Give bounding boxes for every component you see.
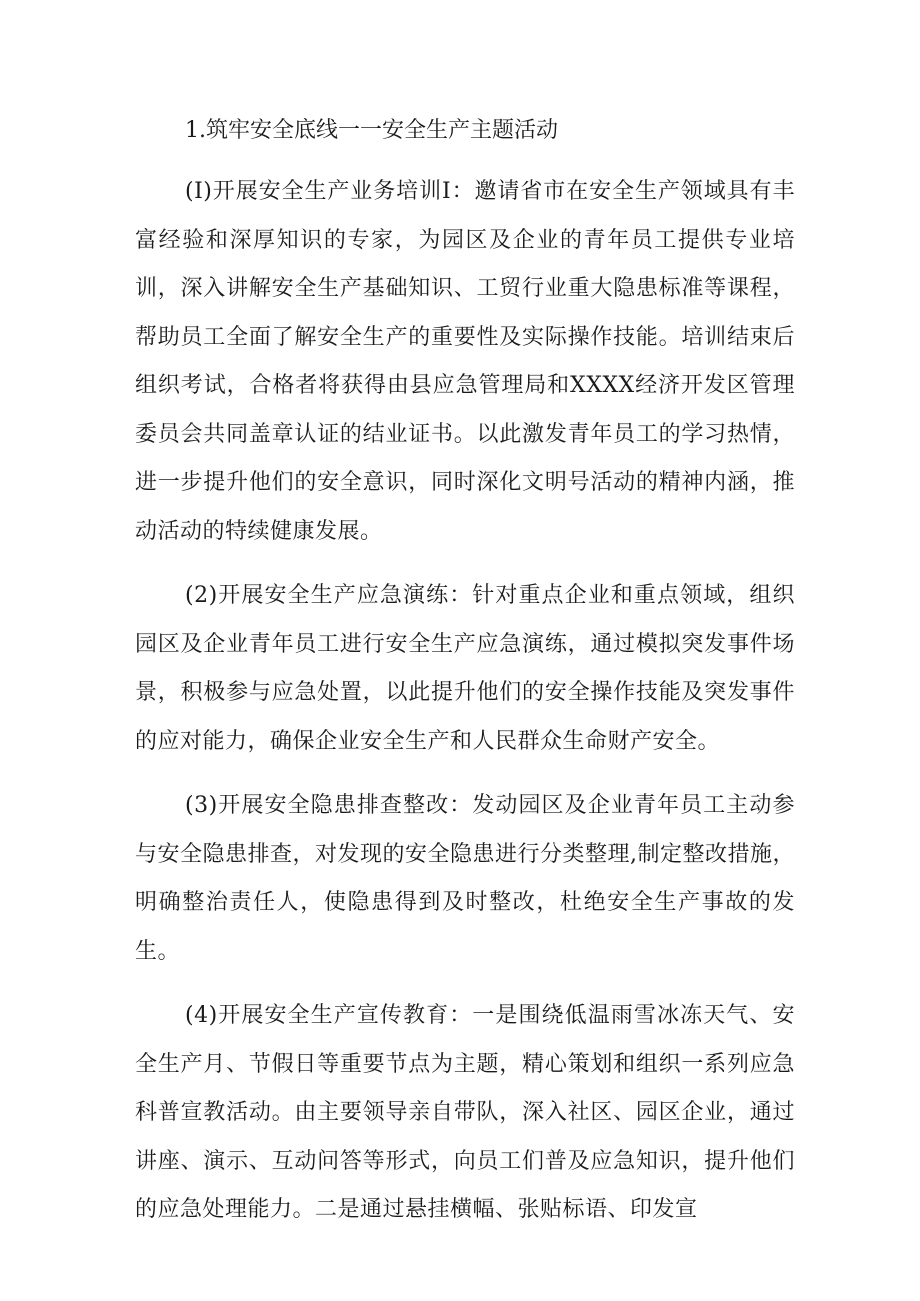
section-heading: 1.筑牢安全底线一一安全生产主题活动 bbox=[185, 118, 558, 143]
paragraph-emergency-drill: (2)开展安全生产应急演练：针对重点企业和重点领域，组织园区及企业青年员工进行安全生产应急演练，通过模拟突发事件场景，积极参与应急处置，以此提升他们的安全操作技能及突发事件的应对能力，确保企业安全生产和人民群众生命财产安全。 bbox=[135, 583, 795, 754]
paragraph-training: (I)开展安全生产业务培训I：邀请省市在安全生产领域具有丰富经验和深厚知识的专家，为园区及企业的青年员工提供专业培训，深入讲解安全生产基础知识、工贸行业重大隐患标准等课程，帮助员工全面了解安全生产的重要性及实际操作技能。培训结束后组织考试，合格者将获得由县应急管理局和XXXX经济开发区管理委员会共同盖章认证的结业证书。以此激发青年员工的学习热情，进一步提升他们的安全意识，同时深化文明号活动的精神内涵，推动活动的特续健康发展。 bbox=[135, 179, 795, 544]
document-body bbox=[135, 112, 795, 1251]
paragraph-hazard-inspection: (3)开展安全隐患排查整改：发动园区及企业青年员工主动参与安全隐患排查，对发现的安全隐患进行分类整理,制定整改措施，明确整治责任人，使隐患得到及时整改，杜绝安全生产事故的发生。 bbox=[135, 793, 795, 964]
paragraph-publicity-education: (4)开展安全生产宣传教育：一是围绕低温雨雪冰冻天气、安全生产月、节假日等重要节点为主题，精心策划和组织一系列应急科普宣教活动。由主要领导亲自带队，深入社区、园区企业，通过讲座、演示、互动问答等形式，向员工们普及应急知识，提升他们的应急处理能力。二是通过悬挂横幅、张贴标语、印发宣 bbox=[135, 1003, 795, 1222]
